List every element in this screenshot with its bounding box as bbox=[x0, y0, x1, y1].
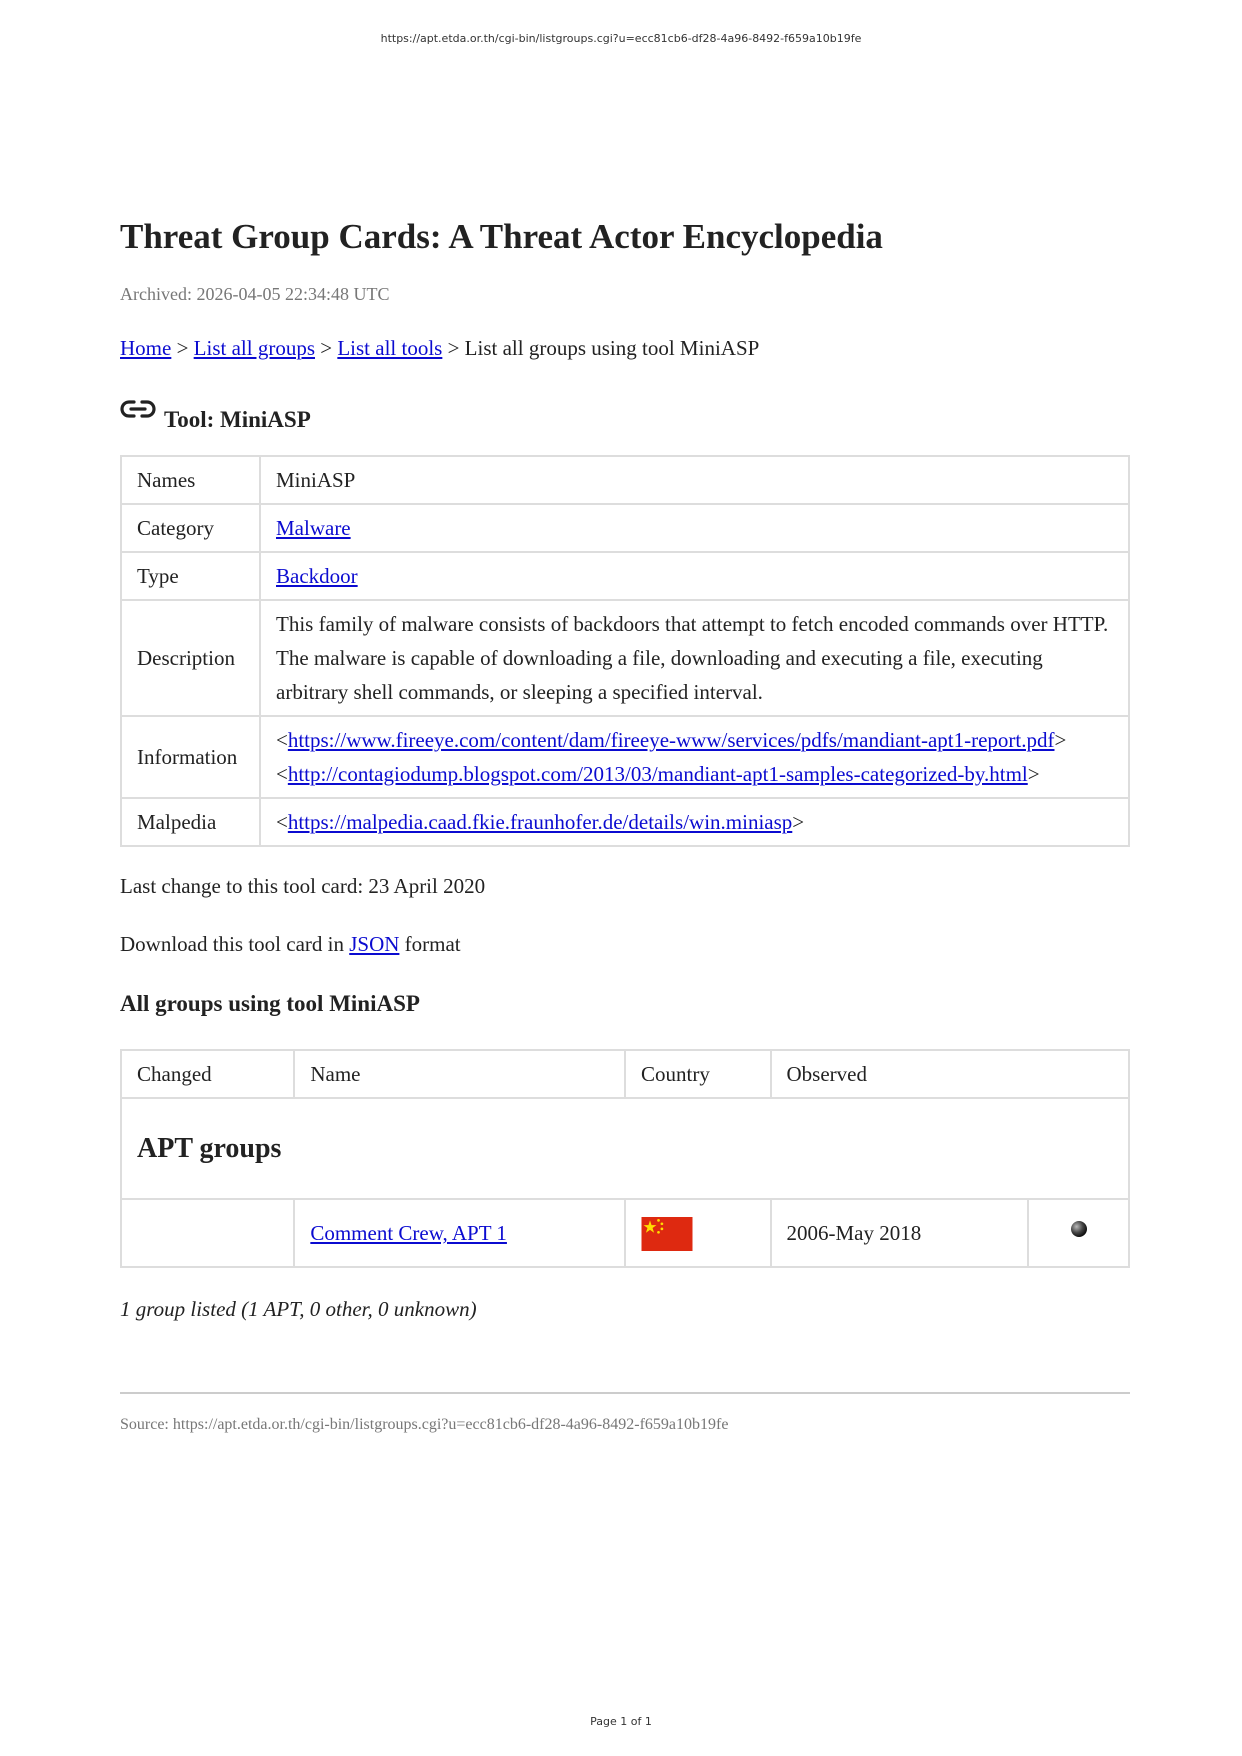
category-cell bbox=[260, 504, 1129, 552]
names-label: Names bbox=[121, 456, 260, 504]
description-label: Description bbox=[121, 600, 260, 716]
print-header-url: https://apt.etda.or.th/cgi-bin/listgroups.cgi?u=ecc81cb6-df28-4a96-8492-f659a10b19fe bbox=[380, 32, 862, 45]
information-link-contagio[interactable]: http://contagiodump.blogspot.com/2013/03/mandiant-apt1-samples-categorized-by.html bbox=[287, 762, 1028, 786]
groups-summary: 1 group listed (1 APT, 0 other, 0 unknown) bbox=[120, 1297, 477, 1321]
json-download-link[interactable]: JSON bbox=[349, 932, 400, 956]
groups-table bbox=[120, 1049, 1130, 1268]
apt-groups-section-title: APT groups bbox=[121, 1098, 1129, 1199]
tool-heading-text: Tool: MiniASP bbox=[164, 407, 311, 432]
observed-cell: 2006-May 2018 bbox=[771, 1199, 1029, 1267]
malpedia-cell: <https://malpedia.caad.fkie.fraunhofer.de/details/win.miniasp> bbox=[260, 798, 1129, 846]
name-cell bbox=[294, 1199, 625, 1267]
table-row bbox=[121, 1199, 1129, 1267]
breadcrumb-separator: > bbox=[171, 336, 194, 360]
breadcrumb-list-tools-link[interactable]: List all tools bbox=[337, 336, 443, 360]
tool-details-table bbox=[120, 455, 1130, 847]
information-cell: <https://www.fireeye.com/content/dam/fireeye-www/services/pdfs/mandiant-apt1-report.pdf> <http://contagiodump.blogspot.com/2013/03/mandiant-apt1-samples-categorized-by.html> bbox=[260, 716, 1129, 798]
breadcrumb-home-link[interactable]: Home bbox=[120, 336, 172, 360]
page-number: Page 1 of 1 bbox=[590, 1715, 652, 1728]
section-row bbox=[121, 1098, 1129, 1199]
table-row bbox=[121, 504, 1129, 552]
download-prefix: Download this tool card in bbox=[120, 932, 350, 956]
malpedia-label: Malpedia bbox=[121, 798, 260, 846]
changed-cell bbox=[121, 1199, 294, 1267]
type-label: Type bbox=[121, 552, 260, 600]
breadcrumb-current: > List all groups using tool MiniASP bbox=[442, 336, 760, 360]
archived-timestamp: Archived: 2026-04-05 22:34:48 UTC bbox=[120, 284, 390, 304]
main-content bbox=[120, 212, 1130, 1436]
header-country: Country bbox=[625, 1050, 771, 1098]
page-title: Threat Group Cards: A Threat Actor Encyclopedia bbox=[120, 217, 883, 256]
breadcrumb-list-groups-link[interactable]: List all groups bbox=[193, 336, 315, 360]
divider bbox=[120, 1392, 1130, 1394]
tool-heading bbox=[120, 393, 1130, 433]
header-observed: Observed bbox=[771, 1050, 1130, 1098]
type-cell bbox=[260, 552, 1129, 600]
table-row bbox=[121, 552, 1129, 600]
table-row bbox=[121, 716, 1129, 798]
breadcrumb-separator: > bbox=[315, 336, 338, 360]
table-row bbox=[121, 798, 1129, 846]
header-name: Name bbox=[294, 1050, 625, 1098]
last-change-text: Last change to this tool card: 23 April 2020 bbox=[120, 874, 486, 898]
groups-heading: All groups using tool MiniASP bbox=[120, 991, 420, 1016]
status-cell bbox=[1028, 1199, 1129, 1267]
header-changed: Changed bbox=[121, 1050, 294, 1098]
description-value: This family of malware consists of backdoors that attempt to fetch encoded commands over HTTP. The malware is capable of downloading a file, downloading and executing a file, executing arbitrary shell commands, or sleeping a specified interval. bbox=[260, 600, 1129, 716]
country-cell bbox=[625, 1199, 771, 1267]
download-line bbox=[120, 929, 1130, 959]
source-url: Source: https://apt.etda.or.th/cgi-bin/listgroups.cgi?u=ecc81cb6-df28-4a96-8492-f659a10b19fe bbox=[120, 1416, 729, 1433]
category-link[interactable]: Malware bbox=[276, 516, 351, 540]
information-link-fireeye[interactable]: https://www.fireeye.com/content/dam/fireeye-www/services/pdfs/mandiant-apt1-report.pdf bbox=[287, 728, 1055, 752]
table-row bbox=[121, 600, 1129, 716]
download-suffix: format bbox=[399, 932, 461, 956]
type-link[interactable]: Backdoor bbox=[276, 564, 358, 588]
table-header-row bbox=[121, 1050, 1129, 1098]
names-value: MiniASP bbox=[260, 456, 1129, 504]
group-link-comment-crew[interactable]: Comment Crew, APT 1 bbox=[310, 1221, 507, 1245]
gray-dot-icon bbox=[1070, 1220, 1088, 1238]
malpedia-link[interactable]: https://malpedia.caad.fkie.fraunhofer.de/details/win.miniasp bbox=[287, 810, 793, 834]
link-icon bbox=[120, 397, 156, 423]
information-label: Information bbox=[121, 716, 260, 798]
table-row bbox=[121, 456, 1129, 504]
breadcrumb bbox=[120, 333, 1130, 363]
china-flag-icon bbox=[641, 1217, 693, 1251]
category-label: Category bbox=[121, 504, 260, 552]
